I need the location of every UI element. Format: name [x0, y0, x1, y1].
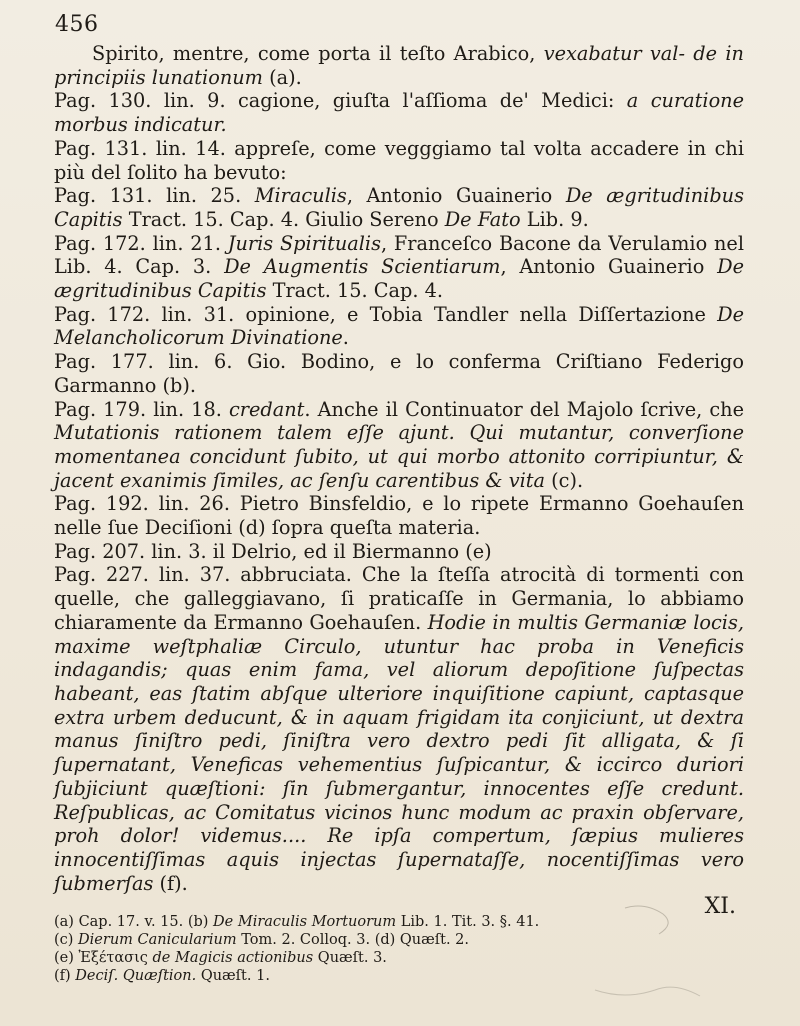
text-run: , Franceſco Bacone da Verulamio nel Lib. 4. Cap. 3.	[54, 231, 744, 279]
footnote-text: De Miraculis Mortuorum	[213, 914, 397, 930]
paragraph	[54, 42, 744, 89]
italic-text: De ægritudinibus Capitis	[54, 255, 744, 303]
footnote	[54, 967, 744, 985]
italic-text: De Melancholicorum Divinatione	[54, 302, 744, 350]
paragraph	[54, 540, 744, 564]
italic-text: De ægritudinibus Capitis	[54, 184, 744, 231]
text-run: (a).	[262, 65, 302, 89]
body-text	[54, 42, 744, 919]
text-run: Pag. 131. lin. 14. appreſe, come vegggiamo tal volta accadere in chi più del ſolito ha bevuto:	[54, 136, 744, 184]
footnote-text: Tom. 2. Colloq. 3. (d) Quæſt. 2.	[236, 932, 470, 948]
paragraph	[54, 137, 744, 184]
paragraph	[54, 563, 744, 895]
footnote	[54, 913, 744, 931]
text-run: Pag. 131. lin. 25.	[54, 184, 255, 208]
text-run: Pag. 179. lin. 18.	[54, 397, 229, 421]
footnote-text: (a) Cap. 17. v. 15. (b)	[54, 914, 214, 930]
footnote-text: de Magicis actionibus	[152, 950, 314, 966]
text-run: Pag. 177. lin. 6. Gio. Bodino, e lo conferma Criſtiano Federigo Garmanno (b).	[54, 350, 744, 397]
footnote	[54, 931, 744, 949]
footnote-text: Deciſ. Quæſtion.	[75, 968, 197, 984]
paragraph	[54, 492, 744, 539]
footnote-text: (e) Ἐξέτασις	[54, 950, 153, 966]
footnotes	[54, 913, 744, 985]
italic-text: Mutationis rationem talem eſſe ajunt. Qui mutantur, converſione momentanea concidunt ſubito, ut qui morbo attonito corripiuntur, & jacent exanimis ſimiles, ac ſenſu carentibus & vita	[54, 421, 744, 492]
footnote-text: (f)	[54, 968, 76, 984]
italic-text: Juris Spiritualis	[227, 231, 381, 255]
footnote	[54, 949, 744, 967]
text-run: Pag. 192. lin. 26. Pietro Binsfeldio, e lo ripete Ermanno Goehauſen nelle ſue Deciſioni (d) ſopra queſta materia.	[54, 492, 744, 540]
text-run: Tract. 15. Cap. 4. Giulio Sereno	[122, 207, 445, 231]
text-run: (f).	[153, 871, 188, 895]
text-run: , Antonio Guainerio	[346, 184, 566, 208]
text-run: .	[342, 326, 349, 350]
italic-text: De Fato	[444, 207, 521, 231]
footnote-text: Quæſt. 3.	[313, 950, 387, 966]
paragraph	[54, 303, 744, 350]
italic-text: Hodie in multis Germaniæ locis, maxime weſtphaliæ Circulo, utuntur hac proba in Veneficis indagandis; quas enim fama, vel aliorum depoſitione ſuſpectas habeant, eas ſtatim abſque ulteriore inquiſitione capiunt, captasque extra urbem deducunt, & in aquam frigidam ita conjiciunt, ut dextra manus ſiniſtro pedi, ſiniſtra vero dextro pedi ſit alligata, & ſi ſupernatant, Veneficas vehementius ſuſpicantur, & iccirco duriori ſubjiciunt quæſtioni: ſin ſubmergantur, innocentes eſſe credunt. Reſpublicas, ac Comitatus vicinos hunc modum ac praxin obſervare, proh dolor! videmus.... Re ipſa compertum, ſæpius mulieres innocentiſſimas aquis injectas ſupernataſſe, nocentiſſimas vero ſubmerſas	[54, 610, 745, 895]
text-run: Spirito, mentre, come porta il teſto Arabico,	[92, 42, 544, 65]
text-run: Pag. 207. lin. 3. il Delrio, ed il Biermanno (e)	[54, 539, 492, 563]
text-run: Lib. 9.	[520, 207, 589, 231]
text-run: Tract. 15. Cap. 4.	[266, 279, 444, 303]
paragraph	[54, 398, 744, 493]
footnote-text: Lib. 1. Tit. 3. §. 41.	[396, 914, 540, 930]
text-run: Pag. 172. lin. 31. opinione, e Tobia Tandler nella Diſſertazione	[54, 302, 718, 326]
italic-text: vexabatur val- de in principiis lunationum	[54, 42, 744, 89]
paragraph	[54, 232, 744, 303]
page-number: 456	[55, 12, 99, 37]
text-run: , Antonio Guainerio	[500, 255, 718, 279]
text-run: Pag. 227. lin. 37. abbruciata. Che la ſteſſa atrocità di tormenti con quelle, che galleggiavano, ſi praticaſſe in Germania, lo abbiamo chiaramente da Ermanno Goehauſen.	[54, 563, 744, 634]
text-run: (c).	[545, 468, 584, 492]
italic-text: Miraculis	[254, 184, 347, 208]
paragraph	[54, 89, 744, 136]
footnote-text: Quæſt. 1.	[196, 968, 270, 984]
footnote-text: Dierum Canicularium	[78, 932, 237, 948]
paragraph	[54, 350, 744, 397]
text-run: Pag. 130. lin. 9. cagione, giuſta l'aſſioma de' Medici:	[54, 89, 627, 113]
italic-text: credant	[228, 397, 305, 421]
footnote-text: (c)	[54, 932, 79, 948]
italic-text: De Augmentis Scientiarum	[224, 255, 501, 279]
paragraph	[54, 184, 744, 231]
text-run: Pag. 172. lin. 21.	[54, 231, 228, 255]
italic-text: a curatione morbus indicatur.	[54, 89, 745, 137]
text-run: . Anche il Continuator del Majolo ſcrive, che	[304, 397, 744, 421]
section-number: XI.	[704, 894, 736, 920]
